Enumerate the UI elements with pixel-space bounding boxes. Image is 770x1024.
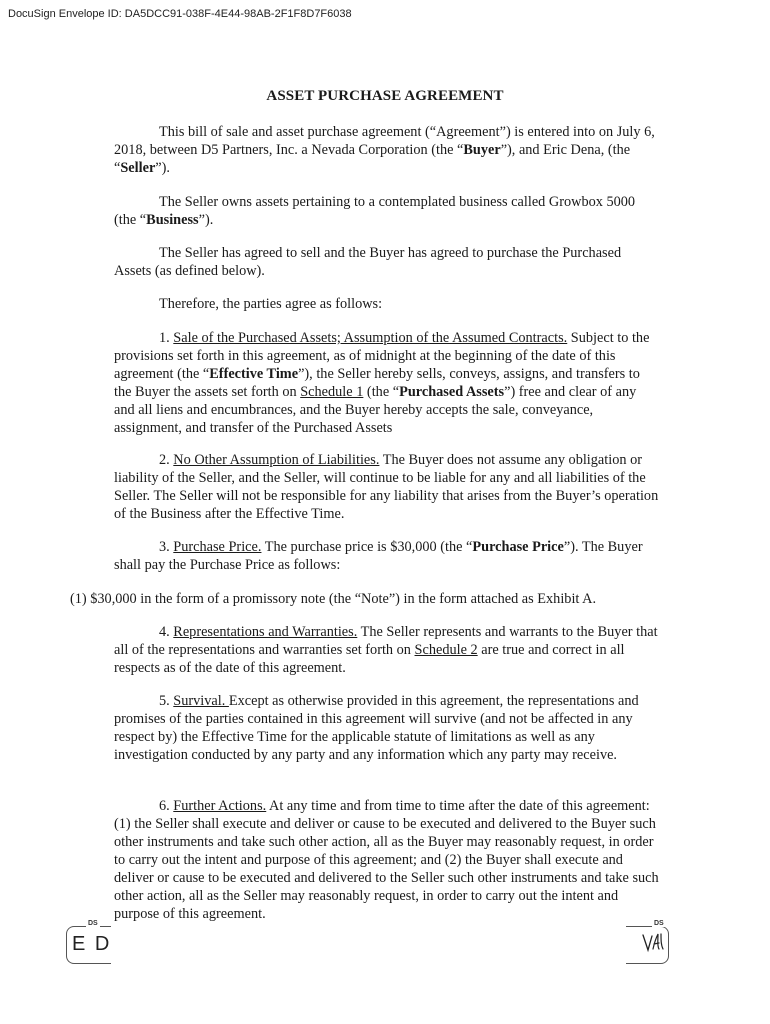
section-2: 2. No Other Assumption of Liabilities. The Buyer does not assume any obligation or liability of the Seller, and the Seller, will continue to be liable for any and all liabilities of the Seller. The Seller will not be responsible for any liability that arises from the Buyer’s operation of the Business after the Effective Time. [114, 452, 659, 522]
section-2-heading: No Other Assumption of Liabilities. [173, 452, 380, 468]
schedule-2-ref: Schedule 2 [414, 642, 478, 658]
section-3-heading: Purchase Price. [173, 539, 262, 555]
therefore-paragraph: Therefore, the parties agree as follows: [159, 296, 383, 312]
initials-left-text: E D [72, 933, 112, 955]
buyer-term: Buyer [463, 142, 501, 158]
seller-term: Seller [120, 160, 156, 176]
section-4-heading: Representations and Warranties. [173, 624, 358, 640]
section-5-heading: Survival. [173, 693, 229, 709]
document-title: ASSET PURCHASE AGREEMENT [266, 88, 504, 104]
section-6-heading: Further Actions. [173, 798, 267, 814]
section-5: 5. Survival. Except as otherwise provided in this agreement, the representations and promises of the parties contained in this agreement will survive (and not be affected in any respect by) the Effective Time for the applicable statute of limitations as well as any investigation conducted by any party and any information which any party may receive. [114, 693, 639, 763]
section-4: 4. Representations and Warranties. The Seller represents and warrants to the Buyer that all of the representations and warranties set forth on Schedule 2 are true and correct in all respects as of the date of this agreement. [114, 624, 658, 676]
section-1-heading: Sale of the Purchased Assets; Assumption of the Assumed Contracts. [173, 330, 568, 346]
section-1: 1. Sale of the Purchased Assets; Assumption of the Assumed Contracts. Subject to the provisions set forth in this agreement, as of midnight at the beginning of the date of this agreement (the “Effective Time”), the Seller hereby sells, conveys, assigns, and transfers to the Buyer the assets set forth on Schedule 1 (the “Purchased Assets”) free and clear of any and all liens and encumbrances, and the Buyer hereby accepts the sale, conveyance, assignment, and transfer of the Purchased Assets [114, 330, 650, 436]
business-term: Business [146, 212, 199, 228]
intro-paragraph: This bill of sale and asset purchase agreement (“Agreement”) is entered into on July 6, 2018, between D5 Partners, Inc. a Nevada Corporation (the “Buyer”), and Eric Dena, (the “Seller”). [114, 124, 655, 176]
schedule-1-ref: Schedule 1 [300, 384, 364, 400]
owns-assets-paragraph: The Seller owns assets pertaining to a contemplated business called Growbox 5000 (the “Business”). [114, 194, 636, 228]
initials-right-signature-icon [640, 930, 668, 956]
envelope-id: DocuSign Envelope ID: DA5DCC91-038F-4E44-98AB-2F1F8D7F6038 [8, 8, 352, 20]
ds-tag-right: DS [654, 920, 664, 927]
section-6: 6. Further Actions. At any time and from time to time after the date of this agreement: (1) the Seller shall execute and deliver or cause to be executed and delivered to the Buyer such other instruments and take such other action, all as the Buyer may reasonably request, in order to carry out the intent and purpose of this agreement; and (2) the Buyer shall execute and deliver or cause to be executed and delivered to the Seller such other instruments and take such other action, all as the Seller may reasonably request, in order to carry out the intent and purpose of this agreement. [114, 798, 659, 922]
ds-tag-left: DS [88, 920, 98, 927]
section-3: 3. Purchase Price. The purchase price is $30,000 (the “Purchase Price”). The Buyer shall pay the Purchase Price as follows: [114, 539, 643, 573]
section-3-item: (1) $30,000 in the form of a promissory note (the “Note”) in the form attached as Exhibit A. [70, 591, 597, 607]
agreed-paragraph: The Seller has agreed to sell and the Buyer has agreed to purchase the Purchased Assets (as defined below). [114, 245, 622, 279]
